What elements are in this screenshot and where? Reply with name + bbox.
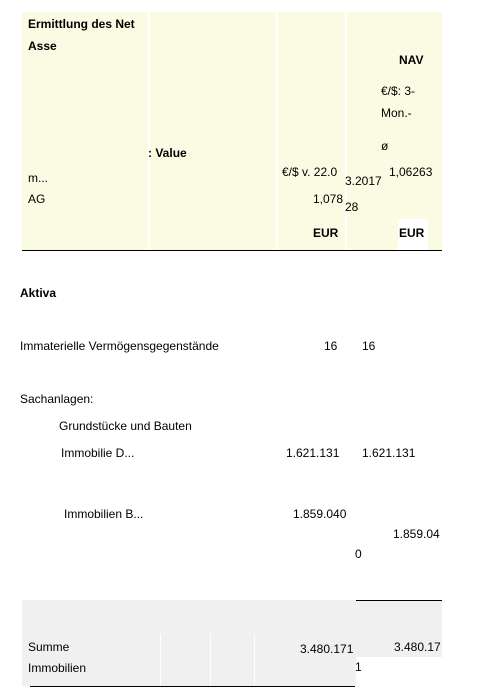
header-nav-rate-line1: €/$: 3- <box>381 84 416 98</box>
header-nav-rate-line2: Mon.- <box>381 106 412 120</box>
summary-bottom-border <box>30 686 355 687</box>
header-column-divider <box>276 12 278 250</box>
header-nav-label: NAV <box>399 53 424 67</box>
summary-value2: 3.480.17 <box>394 640 441 654</box>
header-value-label: : Value <box>148 146 187 160</box>
header-date-fragment: 3.2017 <box>345 174 382 188</box>
summary-value2-tail: 1 <box>355 660 362 674</box>
header-currency-col2: EUR <box>399 226 425 240</box>
row-immobilie-d-value2: 1.621.131 <box>362 446 416 460</box>
header-row-m: m... <box>28 171 48 185</box>
section-grundstuecke: Grundstücke und Bauten <box>59 419 192 433</box>
section-aktiva: Aktiva <box>20 286 57 300</box>
header-rate-value: 1,078 <box>313 192 344 206</box>
value-label-text: Value <box>155 146 187 160</box>
header-rate-label: €/$ v. 22.0 <box>282 165 338 179</box>
row-immobilien-b-value2-tail: 0 <box>355 547 362 561</box>
summary-column-divider <box>210 634 211 686</box>
row-immobilien-b-label: Immobilien B... <box>64 507 144 521</box>
summary-top-border <box>356 600 442 601</box>
row-immaterielle-value2: 16 <box>362 339 376 353</box>
row-immaterielle-value1: 16 <box>324 339 338 353</box>
header-bottom-border <box>22 250 442 251</box>
row-immaterielle-label: Immaterielle Vermögensgegenstände <box>20 339 219 353</box>
header-background <box>22 12 442 250</box>
summary-value1: 3.480.171 <box>300 642 354 656</box>
header-row-ag: AG <box>28 192 46 206</box>
summary-label-line2: Immobilien <box>28 661 87 675</box>
summary-column-divider <box>254 634 255 686</box>
row-immobilien-b-value2: 1.859.04 <box>393 527 440 541</box>
header-column-divider <box>345 12 347 250</box>
summary-label-line1: Summe <box>28 640 70 654</box>
header-currency-col1: EUR <box>313 226 339 240</box>
header-nav-rate-line3: ø <box>381 139 389 153</box>
header-nav-rate-value: 1,06263 <box>389 165 433 179</box>
row-immobilien-b-value1: 1.859.040 <box>293 507 347 521</box>
header-date-fragment2: 28 <box>345 200 359 214</box>
summary-cell-gap <box>356 657 442 686</box>
row-immobilie-d-label: Immobilie D... <box>61 446 135 460</box>
header-title-line2: Asse <box>28 39 57 53</box>
summary-column-divider <box>160 634 161 686</box>
header-column-divider <box>148 12 150 250</box>
header-title-line1: Ermittlung des Net <box>28 17 135 31</box>
row-immobilie-d-value1: 1.621.131 <box>286 446 340 460</box>
section-sachanlagen: Sachanlagen: <box>20 392 94 406</box>
